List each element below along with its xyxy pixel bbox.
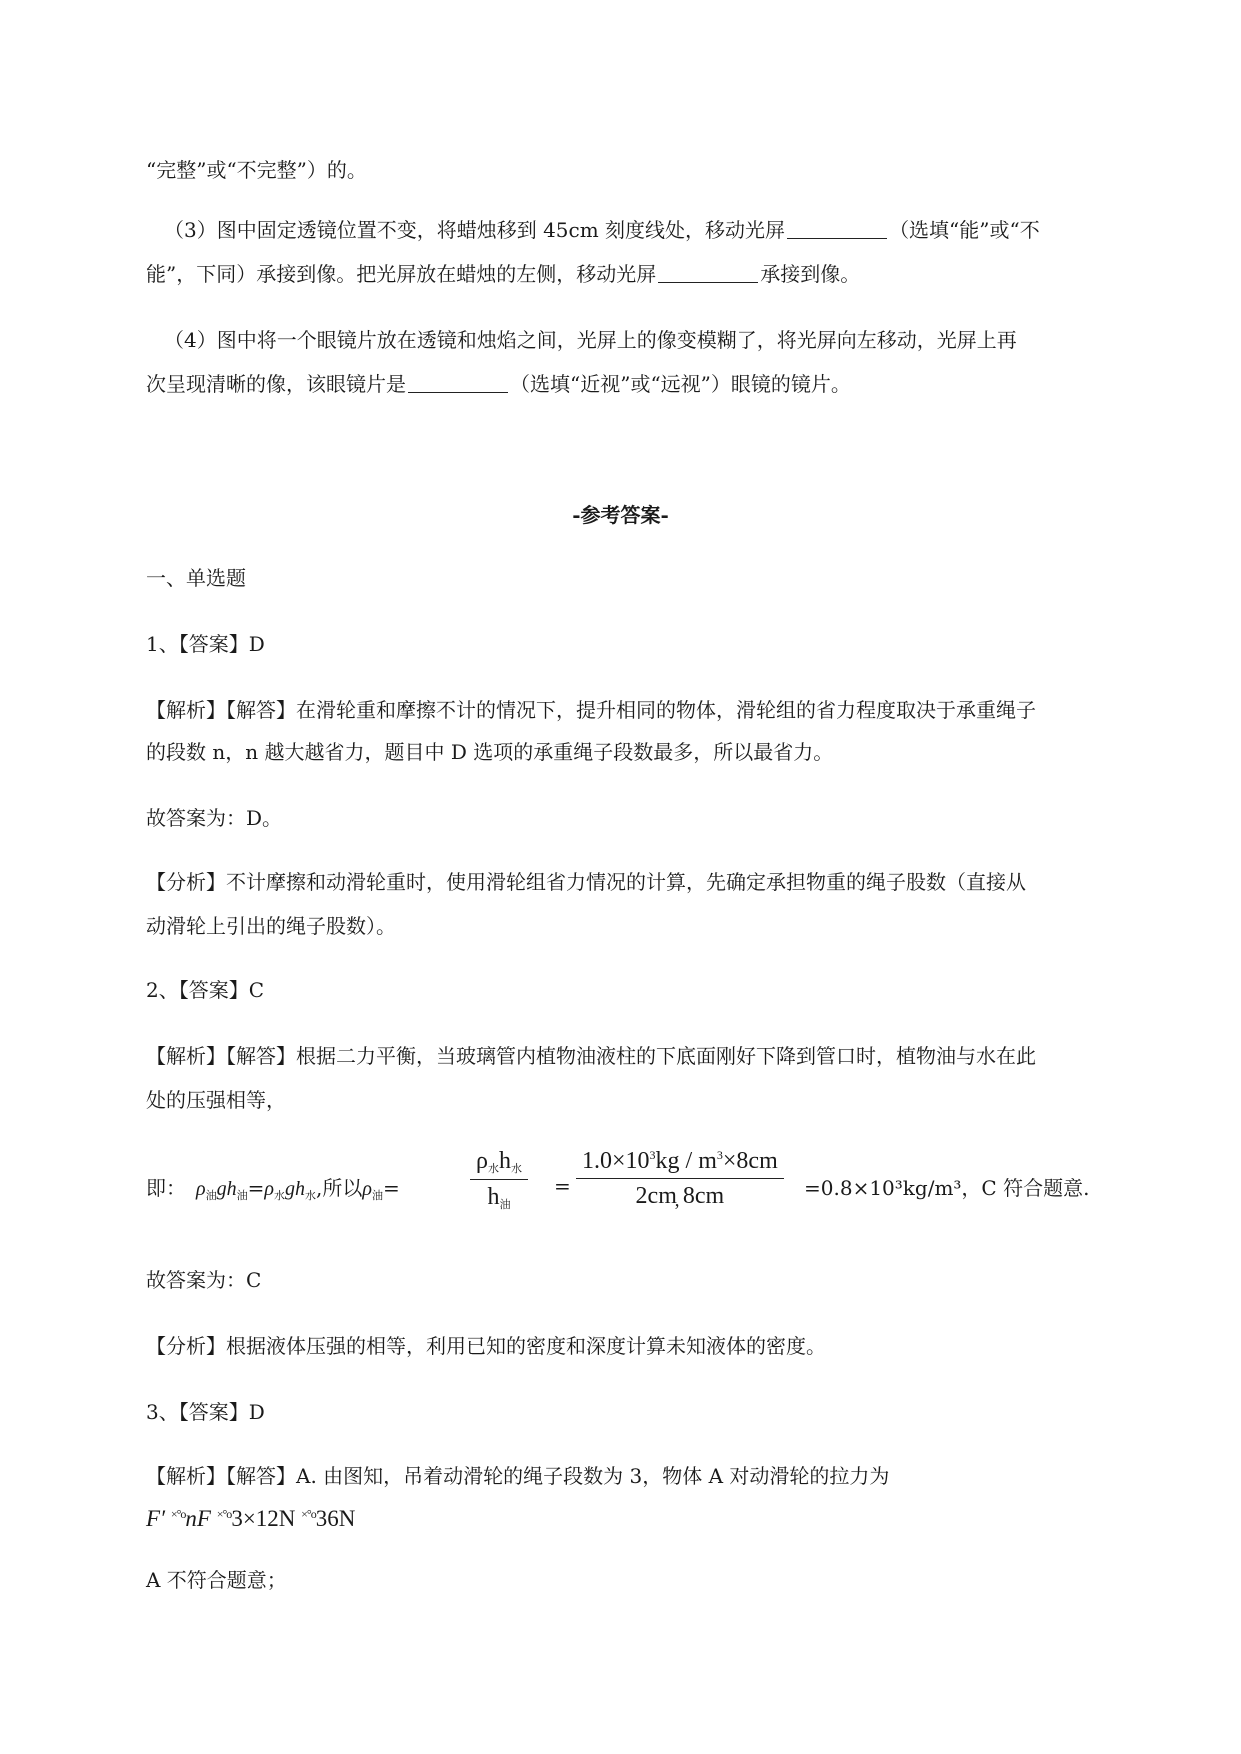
q2-conclusion: 故答案为：C xyxy=(146,1268,262,1292)
question-4-line-2: 次呈现清晰的像，该眼镜片是 （选填“近视”或“远视”）眼镜的镜片。 xyxy=(146,372,851,396)
numeric-fraction: $\frac{1.0\times 10^3kg / m^3\times 8cm}{2cm̦ 8cm}$ xyxy=(576,1148,784,1210)
answer-blank[interactable] xyxy=(658,262,758,283)
q1-answer: 1、【答案】D xyxy=(146,632,265,656)
paragraph-line-1: “完整”或“不完整”）的。 xyxy=(146,158,367,182)
density-ratio-fraction: $\rho_水h_水$ $h_油$ xyxy=(470,1148,528,1212)
q1-analysis-line-1: 【解析】【解答】在滑轮重和摩擦不计的情况下，提升相同的物体，滑轮组的省力程度取决于承重绳子 xyxy=(146,698,1036,722)
q2-note: 【分析】根据液体压强的相等，利用已知的密度和深度计算未知液体的密度。 xyxy=(146,1334,826,1358)
q3-answer: 3、【答案】D xyxy=(146,1400,265,1424)
q3-force-formula: F′ $^{\times^\circ o}$nF $^{\times^\circ o}$3×12N $^{\times^\circ o}$36N xyxy=(146,1506,356,1531)
q2-answer: 2、【答案】C xyxy=(146,978,265,1002)
category-heading: 一、单选题 xyxy=(146,566,246,590)
answer-blank[interactable] xyxy=(408,372,508,393)
q1-conclusion: 故答案为：D。 xyxy=(146,806,283,830)
answer-blank[interactable] xyxy=(787,218,887,239)
q1-note-line-1: 【分析】不计摩擦和动滑轮重时，使用滑轮组省力情况的计算，先确定承担物重的绳子股数（直接从 xyxy=(146,870,1026,894)
q3-note: A 不符合题意； xyxy=(146,1568,287,1592)
q3-analysis-line-1: 【解析】【解答】A. 由图知，吊着动滑轮的绳子段数为 3，物体 A 对动滑轮的拉力为 xyxy=(146,1464,890,1488)
q2-analysis-line-1: 【解析】【解答】根据二力平衡，当玻璃管内植物油液柱的下底面刚好下降到管口时，植物油与水在此 xyxy=(146,1044,1036,1068)
q1-note-line-2: 动滑轮上引出的绳子股数）。 xyxy=(146,914,396,938)
question-3-line: （3）图中固定透镜位置不变，将蜡烛移到 45cm 刻度线处，移动光屏 （选填“能”或“不 xyxy=(164,218,1040,242)
question-4-line: （4）图中将一个眼镜片放在透镜和烛焰之间，光屏上的像变模糊了，将光屏向左移动，光屏上再 xyxy=(164,328,1017,352)
question-3-line-2: 能”，下同）承接到像。把光屏放在蜡烛的左侧，移动光屏 承接到像。 xyxy=(146,262,861,286)
q1-analysis-line-2: 的段数 n，n 越大越省力，题目中 D 选项的承重绳子段数最多，所以最省力。 xyxy=(146,740,834,764)
density-formula: 即： $\rho_油gh_油=\rho_水gh_水$,所以$\rho_油=$ $\rho_水h_水$ $h_油$ = $\frac{1.0\times 10^3kg / m^3\times 8cm}{2cm̦ 8cm}$ =0.8×10³kg/m³，C 符合题意. xyxy=(146,1148,1090,1211)
q2-analysis-line-2: 处的压强相等， xyxy=(146,1088,286,1112)
section-title: -参考答案- xyxy=(572,503,669,527)
